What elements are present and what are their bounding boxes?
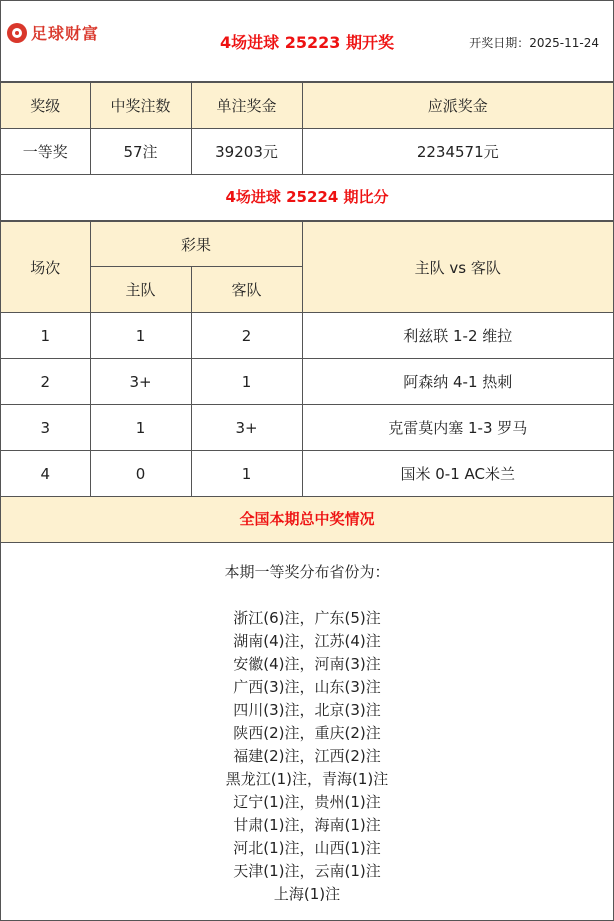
scores-title: 4场进球 25224 期比分 <box>1 175 613 221</box>
col-winners: 中奖注数 <box>90 83 191 129</box>
col-away: 客队 <box>191 267 302 313</box>
list-item: 辽宁(1)注，贵州(1)注 <box>233 793 381 811</box>
match-teams: 国米 0-1 AC米兰 <box>302 451 613 497</box>
col-home: 主队 <box>90 267 191 313</box>
list-item: 广西(3)注，山东(3)注 <box>233 678 381 696</box>
table-row <box>1 313 613 359</box>
logo-text: 足球财富 <box>31 24 100 43</box>
prize-table <box>1 82 613 175</box>
list-item: 上海(1)注 <box>273 885 341 903</box>
list-item: 浙江(6)注，广东(5)注 <box>233 609 381 627</box>
header <box>1 1 613 82</box>
prize-level: 一等奖 <box>1 129 90 175</box>
winners-count: 57注 <box>90 129 191 175</box>
total-prize: 2234571元 <box>302 129 613 175</box>
match-no: 3 <box>1 405 90 451</box>
list-item: 甘肃(1)注，海南(1)注 <box>233 816 381 834</box>
away-result: 2 <box>191 313 302 359</box>
match-no: 2 <box>1 359 90 405</box>
col-total-prize: 应派奖金 <box>302 83 613 129</box>
list-item: 福建(2)注，江西(2)注 <box>233 747 381 765</box>
distribution-intro: 本期一等奖分布省份为： <box>224 563 390 581</box>
match-no: 4 <box>1 451 90 497</box>
list-item: 黑龙江(1)注，青海(1)注 <box>225 770 389 788</box>
single-prize: 39203元 <box>191 129 302 175</box>
col-match-no: 场次 <box>1 222 90 313</box>
match-table <box>1 221 613 497</box>
table-row <box>1 359 613 405</box>
away-result: 1 <box>191 359 302 405</box>
list-item: 湖南(4)注，江苏(4)注 <box>233 632 381 650</box>
distribution-title: 全国本期总中奖情况 <box>1 497 613 543</box>
home-result: 1 <box>90 313 191 359</box>
home-result: 1 <box>90 405 191 451</box>
prize-table-header <box>1 83 613 129</box>
match-teams: 阿森纳 4-1 热刺 <box>302 359 613 405</box>
col-prize-level: 奖级 <box>1 83 90 129</box>
col-result: 彩果 <box>90 222 302 267</box>
table-row <box>1 451 613 497</box>
col-single-prize: 单注奖金 <box>191 83 302 129</box>
draw-date: 开奖日期：2025-11-24 <box>469 36 599 50</box>
page-title: 4场进球 25223 期开奖 <box>220 33 394 52</box>
match-no: 1 <box>1 313 90 359</box>
home-result: 3+ <box>90 359 191 405</box>
col-teams: 主队 vs 客队 <box>302 222 613 313</box>
away-result: 3+ <box>191 405 302 451</box>
match-teams: 克雷莫内塞 1-3 罗马 <box>302 405 613 451</box>
prize-row <box>1 129 613 175</box>
list-item: 河北(1)注，山西(1)注 <box>233 839 381 857</box>
match-teams: 利兹联 1-2 维拉 <box>302 313 613 359</box>
list-item: 安徽(4)注，河南(3)注 <box>233 655 381 673</box>
list-item: 四川(3)注，北京(3)注 <box>233 701 381 719</box>
match-header-row-1 <box>1 222 613 267</box>
list-item: 陕西(2)注，重庆(2)注 <box>233 724 381 742</box>
home-result: 0 <box>90 451 191 497</box>
distribution-list <box>1 543 613 906</box>
list-item: 天津(1)注，云南(1)注 <box>233 862 381 880</box>
away-result: 1 <box>191 451 302 497</box>
table-row <box>1 405 613 451</box>
